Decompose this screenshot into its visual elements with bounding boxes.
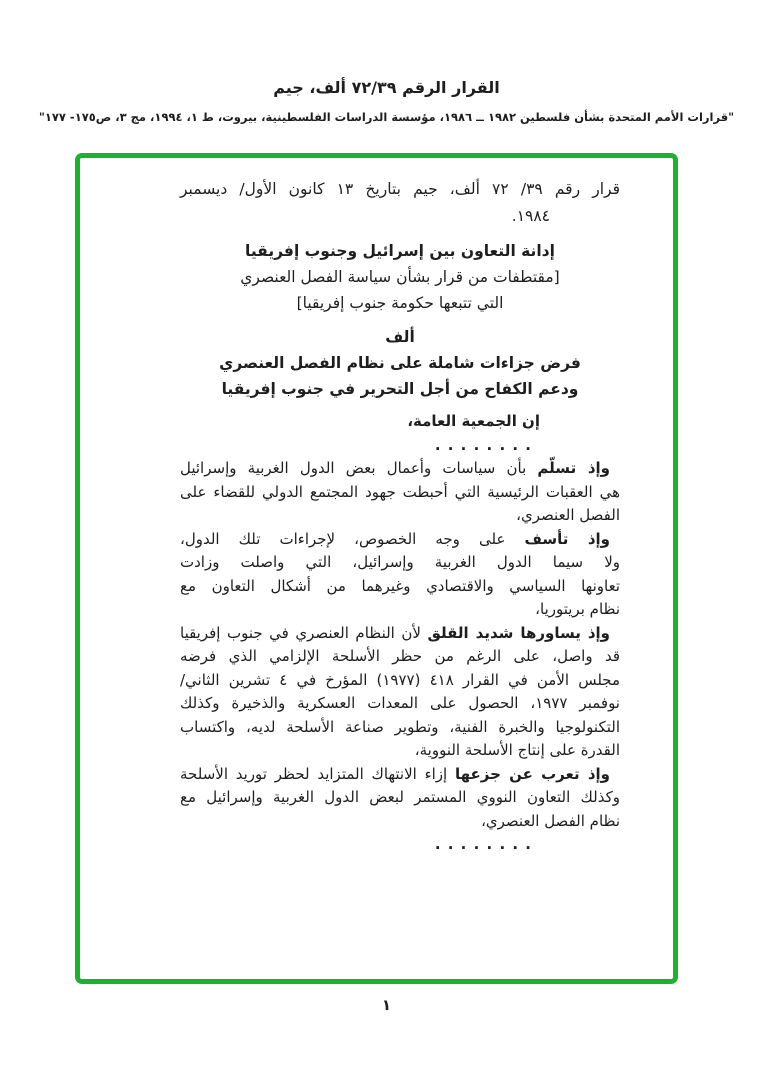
document-source-citation: "قرارات الأمم المتحدة بشأن فلسطين ١٩٨٢ ــ ١٩٨٦، مؤسسة الدراسات الفلسطينية، بيروت، ط ١، ١٩٩٤، مج ٣، ص١٧٥- ١٧٧" (38, 110, 735, 124)
green-annotation-box (75, 153, 678, 984)
paragraph-lead-words: وإذ تعرب عن جزعها (454, 764, 610, 783)
paragraph-line: ولا سيما الدول الغربية وإسرائيل، التي واصلت وزادت (180, 553, 620, 571)
resolution-intro (180, 176, 620, 230)
paragraph-line: تعاونها السياسي والاقتصادي وغيرهما من أشكال التعاون مع (180, 576, 620, 595)
paragraph-first-line: وإذ يساورها شديد القلق لأن النظام العنصري في جنوب إفريقيا (180, 623, 610, 642)
salutation: إن الجمعية العامة، (407, 412, 540, 430)
paragraph-line: وكذلك التعاون النووي المستمر لبعض الدول الغربية وإسرائيل مع (180, 788, 620, 806)
document-header-title: القرار الرقم ٧٢/٣٩ ألف، جيم (273, 78, 500, 97)
paragraph-first-line: وإذ تعرب عن جزعها إزاء الانتهاك المتزايد لحظر توريد الأسلحة (180, 764, 610, 783)
resolution-body (180, 410, 620, 857)
paragraph-lead-words: وإذ يساورها شديد القلق (427, 623, 610, 642)
section-title-line-2: ودعم الكفاح من أجل التحرير في جنوب إفريقيا (221, 380, 579, 398)
resolution-paragraph (180, 763, 620, 834)
resolution-title: إدانة التعاون بين إسرائيل وجنوب إفريقيا (245, 242, 555, 260)
paragraph-lead-words: وإذ تسلّم (537, 459, 610, 477)
resolution-paragraphs (180, 457, 620, 833)
paragraph-last-line: نظام بريتوريا، (535, 600, 620, 618)
paragraph-last-line: القدرة على إنتاج الأسلحة النووية، (414, 741, 620, 759)
paragraph-first-line: وإذ تسلّم بأن سياسات وأعمال بعض الدول الغربية وإسرائيل (180, 459, 610, 477)
section-letter: ألف (385, 328, 415, 346)
paragraph-first-line: وإذ تأسف على وجه الخصوص، لإجراءات تلك الدول، (180, 529, 611, 548)
resolution-paragraph (180, 457, 620, 528)
paragraph-line: مجلس الأمن في القرار ٤١٨ (١٩٧٧) المؤرخ في ٤ تشرين الثاني/ (180, 670, 621, 689)
resolution-paragraph (180, 528, 620, 622)
intro-line-1: قرار رقم ٣٩/ ٧٢ ألف، جيم بتاريخ ١٣ كانون الأول/ ديسمبر (180, 180, 620, 198)
paragraph-line: التكنولوجيا والخبرة الفنية، وتطوير صناعة الأسلحة لديه، واكتساب (180, 717, 620, 736)
resolution-subtitle-line-2: التي تتبعها حكومة جنوب إفريقيا] (296, 294, 504, 312)
resolution-title-block (180, 238, 620, 316)
paragraph-last-line: الفصل العنصري، (516, 506, 620, 524)
resolution-paragraph (180, 622, 620, 763)
section-title-block (180, 324, 620, 402)
paragraph-line: هي العقبات الرئيسية التي أحبطت جهود المجتمع الدولي للقضاء على (180, 482, 620, 501)
paragraph-last-line: نظام الفصل العنصري، (481, 811, 620, 830)
ellipsis-line: . . . . . . . . (434, 435, 532, 454)
paragraph-line: نوفمبر ١٩٧٧، الحصول على المعدات العسكرية والذخيرة وكذلك (180, 694, 620, 712)
resolution-subtitle-line-1: [مقتطفات من قرار بشأن سياسة الفصل العنصري (240, 268, 560, 286)
paragraph-line: قد واصل، على الرغم من حظر الأسلحة الإلزامي الذي فرضه (180, 647, 620, 665)
page-number: ١ (381, 996, 392, 1014)
resolution-content (80, 158, 673, 857)
closing-ellipsis-line: . . . . . . . . (434, 835, 532, 853)
intro-line-2: ١٩٨٤. (511, 207, 550, 225)
section-title-line-1: فرض جزاءات شاملة على نظام الفصل العنصري (219, 354, 581, 372)
paragraph-lead-words: وإذ تأسف (524, 529, 611, 548)
